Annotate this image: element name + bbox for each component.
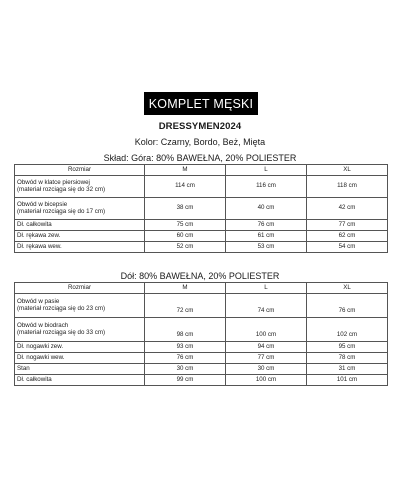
cell-xl: 118 cm [307,176,388,198]
cell-l: 100 cm [226,375,307,386]
table-row [15,220,388,231]
row-label: Dł. nogawki zew. [15,342,145,353]
row-label-note: (materiał rozciąga się do 33 cm) [17,328,106,336]
row-label-main: Obwód w pasie [17,297,60,305]
cell-xl: 54 cm [307,242,388,253]
header-xl: XL [307,165,388,176]
cell-xl: 62 cm [307,231,388,242]
header-l: L [226,283,307,294]
product-code: DRESSYMEN2024 [158,121,242,132]
row-label: Stan [15,364,145,375]
bottom-composition: Dół: 80% BAWEŁNA, 20% POLIESTER [120,271,280,281]
table-row [15,176,388,198]
table-row [15,364,388,375]
row-label [15,294,145,318]
header-size: Rozmiar [15,283,145,294]
row-label-note: (materiał rozciąga się do 23 cm) [17,304,106,312]
cell-m: 52 cm [145,242,226,253]
row-label: Dł. całkowita [15,220,145,231]
cell-xl: 102 cm [307,318,388,342]
cell-m: 93 cm [145,342,226,353]
header-size: Rozmiar [15,165,145,176]
row-label [15,318,145,342]
colors-line: Kolor: Czarny, Bordo, Beż, Mięta [134,137,266,147]
cell-m: 38 cm [145,198,226,220]
cell-l: 53 cm [226,242,307,253]
table-row [15,342,388,353]
table-row [15,353,388,364]
table-row [15,375,388,386]
cell-m: 72 cm [145,294,226,318]
cell-xl: 95 cm [307,342,388,353]
cell-l: 61 cm [226,231,307,242]
cell-m: 30 cm [145,364,226,375]
cell-xl: 101 cm [307,375,388,386]
row-label: Dł. rękawa zew. [15,231,145,242]
cell-xl: 42 cm [307,198,388,220]
cell-m: 60 cm [145,231,226,242]
table-row [15,231,388,242]
row-label: Dł. nogawki wew. [15,353,145,364]
row-label-note: (materiał rozciąga się do 17 cm) [17,207,106,215]
cell-xl: 76 cm [307,294,388,318]
table-row [15,242,388,253]
row-label-main: Obwód w klatce piersiowej [17,178,90,186]
header-l: L [226,165,307,176]
table-header-row [15,283,388,294]
cell-l: 116 cm [226,176,307,198]
cell-xl: 31 cm [307,364,388,375]
table-row [15,198,388,220]
cell-xl: 77 cm [307,220,388,231]
table-header-row [15,165,388,176]
row-label: Dł. rękawa wew. [15,242,145,253]
row-label [15,176,145,198]
page-title: KOMPLET MĘSKI [144,92,258,115]
cell-m: 98 cm [145,318,226,342]
row-label [15,198,145,220]
cell-l: 76 cm [226,220,307,231]
cell-l: 94 cm [226,342,307,353]
cell-xl: 78 cm [307,353,388,364]
header-m: M [145,165,226,176]
cell-l: 40 cm [226,198,307,220]
cell-l: 100 cm [226,318,307,342]
table-row [15,318,388,342]
cell-l: 77 cm [226,353,307,364]
row-label-main: Obwód w bicepsie [17,200,68,208]
row-label-main: Obwód w biodrach [17,321,69,329]
cell-m: 99 cm [145,375,226,386]
header-m: M [145,283,226,294]
cell-m: 75 cm [145,220,226,231]
table-row [15,294,388,318]
top-size-table [14,164,388,253]
top-composition: Skład: Góra: 80% BAWEŁNA, 20% POLIESTER [103,153,297,163]
cell-l: 30 cm [226,364,307,375]
bottom-size-table [14,282,388,386]
header-xl: XL [307,283,388,294]
cell-m: 114 cm [145,176,226,198]
cell-m: 76 cm [145,353,226,364]
cell-l: 74 cm [226,294,307,318]
row-label-note: (materiał rozciąga się do 32 cm) [17,185,106,193]
row-label: Dł. całkowita [15,375,145,386]
